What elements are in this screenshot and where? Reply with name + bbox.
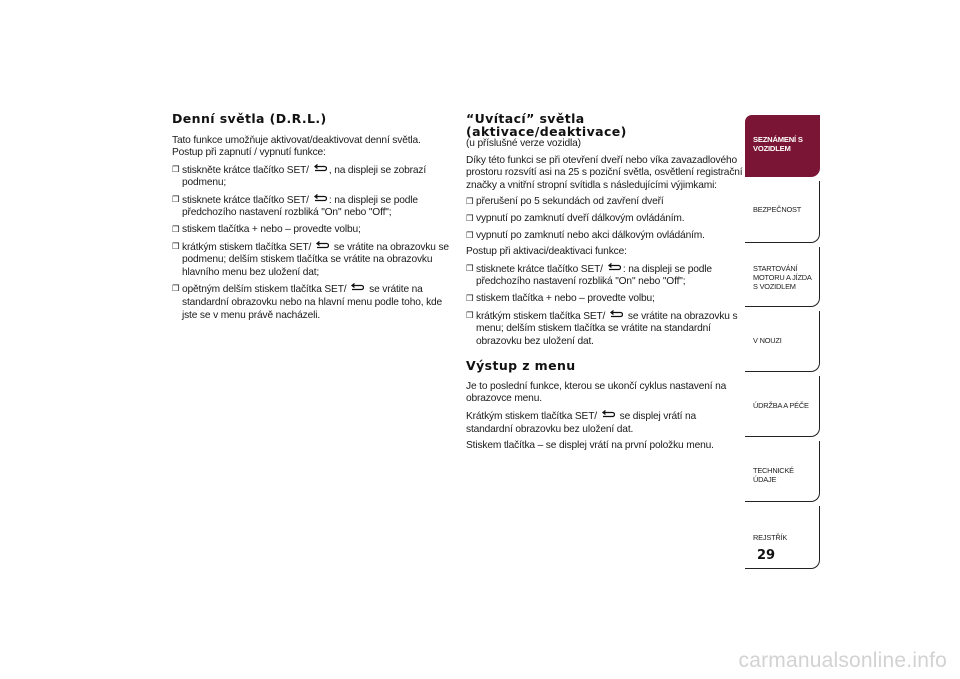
list-item: ❒ vypnutí po zamknutí nebo akci dálkovým ovládáním. [466,230,744,243]
list-item: ❒ stiskněte krátce tlačítko SET/ , na displeji se zobrazí podmenu; [172,164,457,190]
section-title-welcome-lights: “Uvítací” světla (aktivace/deaktivace) [466,111,627,139]
list-item: ❒ stisknete krátce tlačítko SET/ : na displeji se podle předchozího nastavení rozbliká "On" nebo "Off"; [466,263,744,289]
exceptions-list [466,196,744,242]
list-item: ❒ opětným delším stiskem tlačítka SET/ se vrátite na standardní obrazovku nebo na hlavní menu podle toho, kde jste se v menu právě nacházeli. [172,283,457,322]
paragraph: Je to poslední funkce, kterou se ukončí cyklus nastavení na obrazovce menu. [466,380,727,405]
paragraph: Stiskem tlačítka – se displej vrátí na první položku menu. [466,440,714,452]
section-title-exit-menu: Výstup z menu [466,358,576,374]
list-item: ❒ krátkým stiskem tlačítka SET/ se vrátite na obrazovku s menu; delším stiskem tlačítka se vrátite na standardní obrazovku bez uložení dat. [466,310,744,349]
list-item: ❒ stiskem tlačítka + nebo – provedte volbu; [466,293,744,306]
tab-bezpecnost[interactable]: BEZPEČNOST [745,181,820,243]
tab-v-nouzi[interactable]: V NOUZI [745,311,820,372]
list-item: ❒ vypnutí po zamknutí dveří dálkovým ovládáním. [466,213,744,226]
page-number: 29 [757,548,776,563]
paragraph: Tato funkce umožňuje aktivovat/deaktivovat denní světla. [172,134,421,146]
list-item: ❒ stisknete krátce tlačítko SET/ : na displeji se podle předchozího nastavení rozbliká "On" nebo "Off"; [172,194,457,220]
subtitle: (u příslušné verze vozidla) [466,138,581,149]
tab-startovani[interactable]: STARTOVÁNÍ MOTORU A JÍZDA S VOZIDLEM [745,247,820,307]
paragraph: Postup při zapnutí / vypnutí funkce: [172,147,326,159]
tab-seznameni-s-vozidlem[interactable]: SEZNÁMENÍ S VOZIDLEM [745,115,820,177]
return-arrow-icon [348,283,364,293]
return-arrow-icon [313,241,329,251]
return-arrow-icon [311,194,327,204]
right-column [466,113,744,457]
paragraph: Krátkým stiskem tlačítka SET/ se displej vrátí na standardní obrazovku bez uložení dat. [466,411,697,435]
watermark: carmanualsonline.info [738,649,947,672]
list-item: ❒ přerušení po 5 sekundách od zavření dveří [466,196,744,209]
tab-technicke-udaje[interactable]: TECHNICKÉ ÚDAJE [745,441,820,502]
tab-udrzba[interactable]: ÚDRŽBA A PÉČE [745,376,820,437]
return-arrow-icon [605,263,621,273]
list-item: ❒ stiskem tlačítka + nebo – provedte volbu; [172,224,457,237]
left-column [172,113,457,326]
steps-list [172,164,457,323]
section-title-drl: Denní světla (D.R.L.) [172,111,327,126]
list-item: ❒ krátkým stiskem tlačítka SET/ se vrátite na obrazovku se podmenu; delším stiskem tlačítka se vrátite na obrazovku hlavního menu bez uložení dat; [172,241,457,280]
return-arrow-icon [599,410,615,420]
steps-list [466,263,744,349]
chapter-tabs [745,115,820,573]
paragraph: Díky této funkci se při otevření dveří nebo víka zavazadlového prostoru rozsvítí asi na 25 s poziční světla, osvětlení registrační značky a vnitřní stropní svítidla s následujícími výjimkami: [466,154,743,191]
return-arrow-icon [607,310,623,320]
tab-rejstrik[interactable]: REJSTŘÍK [745,506,820,569]
return-arrow-icon [311,164,327,174]
paragraph: Postup při aktivaci/deaktivaci funkce: [466,246,627,258]
